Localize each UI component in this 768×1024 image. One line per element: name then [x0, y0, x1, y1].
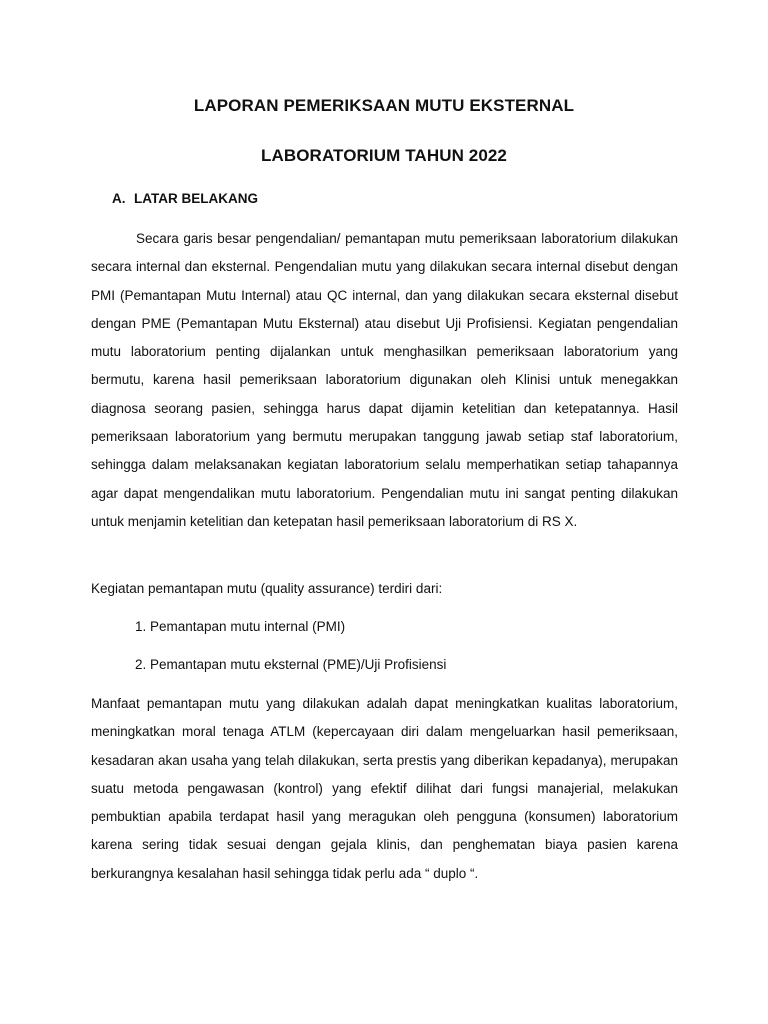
paragraph-background: Secara garis besar pengendalian/ pemantapan mutu pemeriksaan laboratorium dilakukan secara internal dan eksternal. Pengendalian mutu yang dilakukan secara internal disebut dengan PMI (Pemantapan Mutu Internal) atau QC internal, dan yang dilakukan secara eksternal disebut dengan PME (Pemantapan Mutu Eksternal) atau disebut Uji Profisiensi. Kegiatan pengendalian mutu laboratorium penting dijalankan untuk menghasilkan pemeriksaan laboratorium yang bermutu, karena hasil pemeriksaan laboratorium digunakan oleh Klinisi untuk menegakkan diagnosa seorang pasien, sehingga harus dapat dijamin ketelitian dan ketepatannya. Hasil pemeriksaan laboratorium yang bermutu merupakan tanggung jawab setiap staf laboratorium, sehingga dalam melaksanakan kegiatan laboratorium selalu memperhatikan setiap tahapannya agar dapat mengendalikan mutu laboratorium. Pengendalian mutu ini sangat penting dilakukan untuk menjamin ketelitian dan ketepatan hasil pemeriksaan laboratorium di RS X. [91, 231, 678, 529]
paragraph-benefits: Manfaat pemantapan mutu yang dilakukan adalah dapat meningkatkan kualitas laboratorium, meningkatkan moral tenaga ATLM (kepercayaan diri dalam mengeluarkan hasil pemeriksaan, kesadaran akan usaha yang telah dilakukan, serta prestis yang diberikan kepadanya), merupakan suatu metoda pengawasan (kontrol) yang efektif dilihat dari fungsi manajerial, melakukan pembuktian apabila terdapat hasil yang meragukan oleh pengguna (konsumen) laboratorium karena sering tidak sesuai dengan gejala klinis, dan penghematan biaya pasien karena berkurangnya kesalahan hasil sehingga tidak perlu ada “ duplo “. [91, 696, 678, 881]
section-heading [112, 191, 258, 206]
section-letter: A. [112, 191, 126, 206]
list-item: 2. Pemantapan mutu eksternal (PME)/Uji Profisiensi [135, 657, 447, 672]
section-heading-text: LATAR BELAKANG [134, 191, 258, 206]
document-title-line-2: LABORATORIUM TAHUN 2022 [261, 146, 507, 165]
list-item: 1. Pemantapan mutu internal (PMI) [135, 619, 346, 634]
document-title-line-1: LAPORAN PEMERIKSAAN MUTU EKSTERNAL [193, 96, 575, 115]
paragraph-quality-assurance-intro: Kegiatan pemantapan mutu (quality assurance) terdiri dari: [91, 581, 443, 596]
